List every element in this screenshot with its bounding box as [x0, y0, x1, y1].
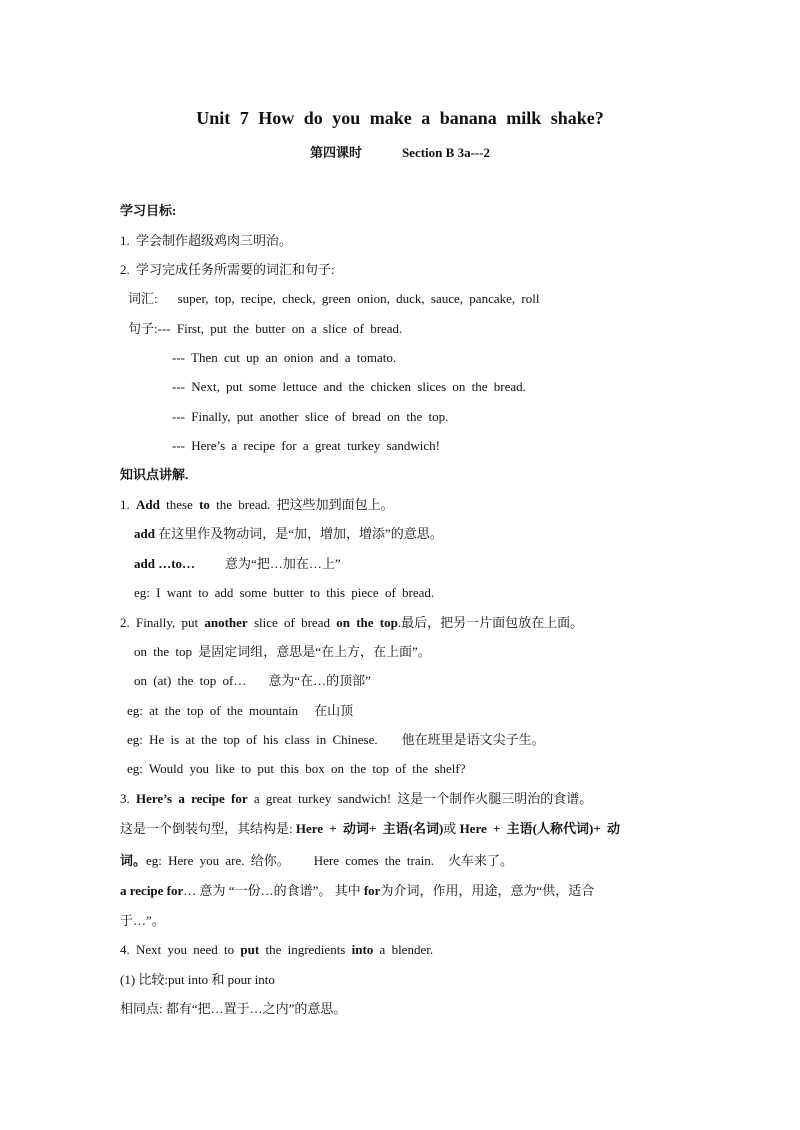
point-1-number: 1.: [120, 497, 130, 512]
goals-heading: 学习目标:: [120, 203, 177, 218]
knowledge-heading: 知识点讲解.: [120, 467, 189, 482]
point-2-line-3: [134, 672, 371, 690]
point-3-for: for: [363, 883, 381, 898]
point-1-line-1: [120, 496, 394, 514]
point-4-put: put: [240, 942, 260, 957]
goal-item-1: 1. 学会制作超级鸡肉三明治。: [120, 233, 293, 248]
point-2-example-3: eg: Would you like to put this box on the top of the shelf?: [127, 761, 466, 776]
goal-item-2: 2. 学习完成任务所需要的词汇和句子:: [120, 262, 335, 277]
point-3-line-5: 于…”。: [120, 913, 165, 928]
point-3-recipe-for: a recipe for: [120, 883, 184, 898]
sentence-line-1: [128, 320, 402, 338]
point-1-add-explain: 在这里作及物动词，是“加，增加，增添”的意思。: [158, 526, 443, 541]
point-3-example-1: eg: Here you are. 给你。: [146, 853, 290, 868]
point-2-phrase-explain: 意为“在…的顶部”: [268, 673, 371, 688]
point-2-example-2: [127, 731, 545, 749]
lesson-label: 第四课时: [309, 145, 362, 160]
vocab-line: [128, 290, 539, 308]
point-3-line-4: [120, 882, 594, 900]
point-3-example-2-en: Here comes the train.: [313, 853, 434, 868]
point-2-on-the-top: on the top: [336, 615, 398, 630]
point-1-to: to: [199, 497, 210, 512]
point-3-structure-2: Here + 主语(人称代词)+ 动: [459, 821, 620, 836]
point-1-add: Add: [136, 497, 160, 512]
point-4-into: into: [351, 942, 374, 957]
point-3-structure-intro: 这是一个倒装句型，其结构是:: [120, 821, 293, 836]
point-4-mid: the ingredients: [265, 942, 346, 957]
sentence-1: --- First, put the butter on a slice of bread.: [157, 321, 403, 336]
point-2-phrase: on (at) the top of…: [134, 673, 247, 688]
point-2-another: another: [204, 615, 248, 630]
point-1-example: eg: I want to add some butter to this piece of bread.: [134, 585, 435, 600]
point-1-add-to-explain: 意为“把…加在…上”: [225, 556, 341, 571]
point-2-example-1: [127, 702, 353, 720]
point-3-line-2: [120, 820, 620, 838]
sentence-4: --- Finally, put another slice of bread on the top.: [172, 409, 449, 424]
point-4-end: a blender.: [379, 942, 434, 957]
point-1-add-word: add: [134, 526, 155, 541]
point-1-mid: these: [166, 497, 193, 512]
point-2-example-1-zh: 在山顶: [314, 703, 354, 718]
sentence-2: --- Then cut up an onion and a tomato.: [172, 350, 397, 365]
point-3-number: 3.: [120, 791, 130, 806]
point-3-for-explain: 为介词，作用，用途，意为“供，适合: [380, 883, 595, 898]
sentence-label: 句子:: [128, 321, 158, 336]
point-3-recipe-explain: … 意为 “一份…的食谱”。 其中: [183, 883, 361, 898]
point-1-rest: the bread. 把这些加到面包上。: [216, 497, 394, 512]
point-3-example-2-zh: 火车来了。: [447, 853, 513, 868]
point-1-add-to-phrase: add …to…: [134, 556, 196, 571]
point-1-line-2: [134, 525, 443, 543]
point-3-structure-1: Here + 动词+ 主语(名词): [295, 821, 444, 836]
point-3-bold: Here’s a recipe for: [136, 791, 248, 806]
point-4-start: 4. Next you need to: [120, 942, 235, 957]
point-2-example-1-en: eg: at the top of the mountain: [127, 703, 299, 718]
vocab-list: super, top, recipe, check, green onion, duck, sauce, pancake, roll: [177, 291, 540, 306]
point-3-line-3: [120, 852, 513, 870]
sentence-3: --- Next, put some lettuce and the chicken slices on the bread.: [172, 379, 526, 394]
point-2-line-2: on the top 是固定词组，意思是“在上方，在上面”。: [134, 644, 431, 659]
section-label: Section B 3a---2: [401, 145, 491, 160]
point-2-mid: slice of bread: [253, 615, 330, 630]
sentence-5: --- Here’s a recipe for a great turkey sandwich!: [172, 438, 440, 453]
point-3-structure-end: 词。: [120, 853, 147, 868]
vocab-label: 词汇:: [128, 291, 158, 306]
point-4-line-3: 相同点: 都有“把…置于…之内”的意思。: [120, 1001, 347, 1016]
point-2-line-1: [120, 614, 583, 632]
page-title: Unit 7 How do you make a banana milk shake?: [196, 108, 604, 128]
point-3-or: 或: [443, 821, 457, 836]
point-2-example-2-zh: 他在班里是语文尖子生。: [401, 732, 545, 747]
point-2-start: 2. Finally, put: [120, 615, 199, 630]
point-1-line-3: [134, 555, 341, 573]
point-3-line-1: [120, 790, 592, 808]
point-4-line-1: [120, 941, 433, 959]
point-2-translation: .最后，把另一片面包放在上面。: [397, 615, 584, 630]
point-4-line-2: (1) 比较:put into 和 pour into: [120, 972, 275, 987]
point-3-rest: a great turkey sandwich! 这是一个制作火腿三明治的食谱。: [253, 791, 593, 806]
page-subtitle: [0, 142, 800, 161]
point-2-example-2-en: eg: He is at the top of his class in Chinese.: [127, 732, 378, 747]
